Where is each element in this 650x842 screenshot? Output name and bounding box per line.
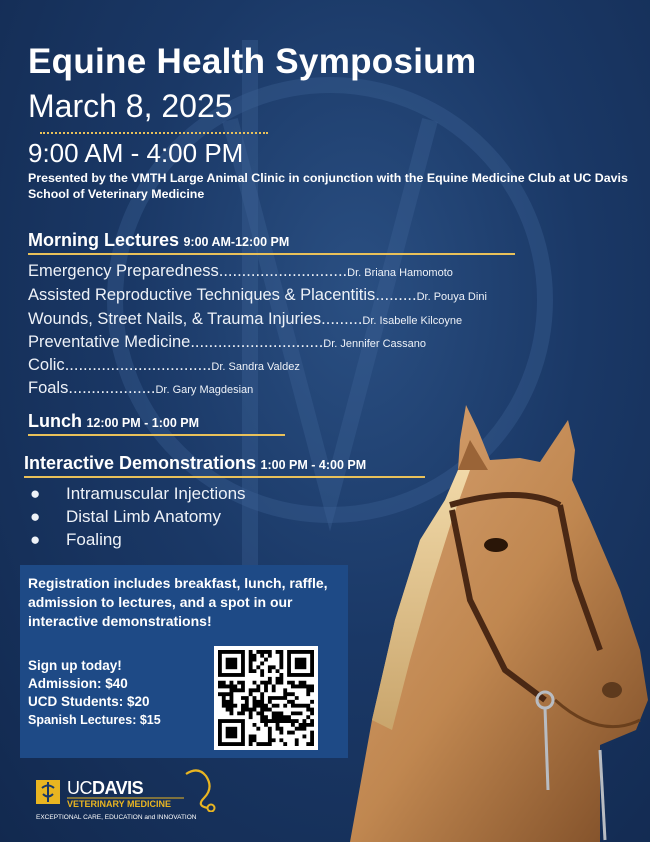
lunch-heading <box>28 411 199 432</box>
bullet-icon: ● <box>30 507 41 526</box>
dot-leader: ................................ <box>64 356 212 374</box>
registration-text: Registration includes breakfast, lunch, raffle, admission to lectures, and a spot in our interactive demonstrations! <box>28 575 328 629</box>
demos-heading-label: Interactive Demonstrations <box>24 453 257 473</box>
demos-rule <box>24 476 425 478</box>
lecture-speaker: Dr. Isabelle Kilcoyne <box>362 315 463 327</box>
lecture-topic: Emergency Preparedness <box>28 262 219 280</box>
qr-code[interactable] <box>214 646 318 750</box>
presented-by: Presented by the VMTH Large Animal Clinic in conjunction with the Equine Medicine Club at UC Davis School of Veterinary Medicine <box>28 171 628 201</box>
logo-school: VETERINARY MEDICINE <box>67 799 172 809</box>
signup-cta: Sign up today! <box>28 658 122 673</box>
lecture-topic: Foals <box>28 379 69 397</box>
demo-label: Intramuscular Injections <box>66 484 246 503</box>
lecture-speaker: Dr. Sandra Valdez <box>211 361 300 373</box>
lecture-speaker: Dr. Gary Magdesian <box>155 384 254 396</box>
demo-label: Foaling <box>66 530 122 549</box>
demos-hours: 1:00 PM - 4:00 PM <box>260 458 367 472</box>
lecture-row <box>28 356 300 375</box>
dot-leader: ......... <box>375 286 417 304</box>
morning-heading-label: Morning Lectures <box>28 230 180 250</box>
morning-heading <box>28 230 289 251</box>
bullet-icon: ● <box>30 530 41 549</box>
lecture-row <box>28 262 453 281</box>
list-item <box>30 530 122 550</box>
lunch-heading-label: Lunch <box>28 411 82 431</box>
morning-rule <box>28 253 515 255</box>
dotted-divider <box>40 132 268 134</box>
student-price: UCD Students: $20 <box>28 694 150 709</box>
logo-wordmark <box>67 778 143 799</box>
lecture-speaker: Dr. Briana Hamomoto <box>347 267 453 279</box>
dot-leader: ............................ <box>218 262 348 280</box>
event-date: March 8, 2025 <box>28 88 233 124</box>
lecture-speaker: Dr. Jennifer Cassano <box>323 338 427 350</box>
lecture-row <box>28 333 426 352</box>
logo-davis: DAVIS <box>92 778 144 798</box>
demos-heading <box>24 453 366 474</box>
event-title: Equine Health Symposium <box>28 42 477 81</box>
lecture-row <box>28 286 487 305</box>
dot-leader: ................... <box>68 379 156 397</box>
lecture-speaker: Dr. Pouya Dini <box>416 291 487 303</box>
bullet-icon: ● <box>30 484 41 503</box>
ucdavis-logo <box>36 768 221 817</box>
dot-leader: ............................. <box>190 333 324 351</box>
demo-label: Distal Limb Anatomy <box>66 507 221 526</box>
lecture-row <box>28 310 462 329</box>
lunch-hours: 12:00 PM - 1:00 PM <box>86 416 199 430</box>
lunch-rule <box>28 434 285 436</box>
signup-block <box>28 657 161 729</box>
lecture-topic: Preventative Medicine <box>28 333 191 351</box>
lecture-topic: Assisted Reproductive Techniques & Placentitis <box>28 286 376 304</box>
event-time: 9:00 AM - 4:00 PM <box>28 138 244 168</box>
spanish-lectures-price: Spanish Lectures: $15 <box>28 713 161 727</box>
logo-uc: UC <box>67 778 92 798</box>
tagline: EXCEPTIONAL CARE, EDUCATION and INNOVATION <box>36 814 197 821</box>
lecture-topic: Colic <box>28 356 65 374</box>
dot-leader: ......... <box>321 310 363 328</box>
lecture-topic: Wounds, Street Nails, & Trauma Injuries <box>28 310 322 328</box>
list-item <box>30 484 246 504</box>
admission-price: Admission: $40 <box>28 676 128 691</box>
lecture-row <box>28 379 253 398</box>
qr-code-graphic <box>214 646 318 750</box>
list-item <box>30 507 221 527</box>
morning-hours: 9:00 AM-12:00 PM <box>183 235 290 249</box>
